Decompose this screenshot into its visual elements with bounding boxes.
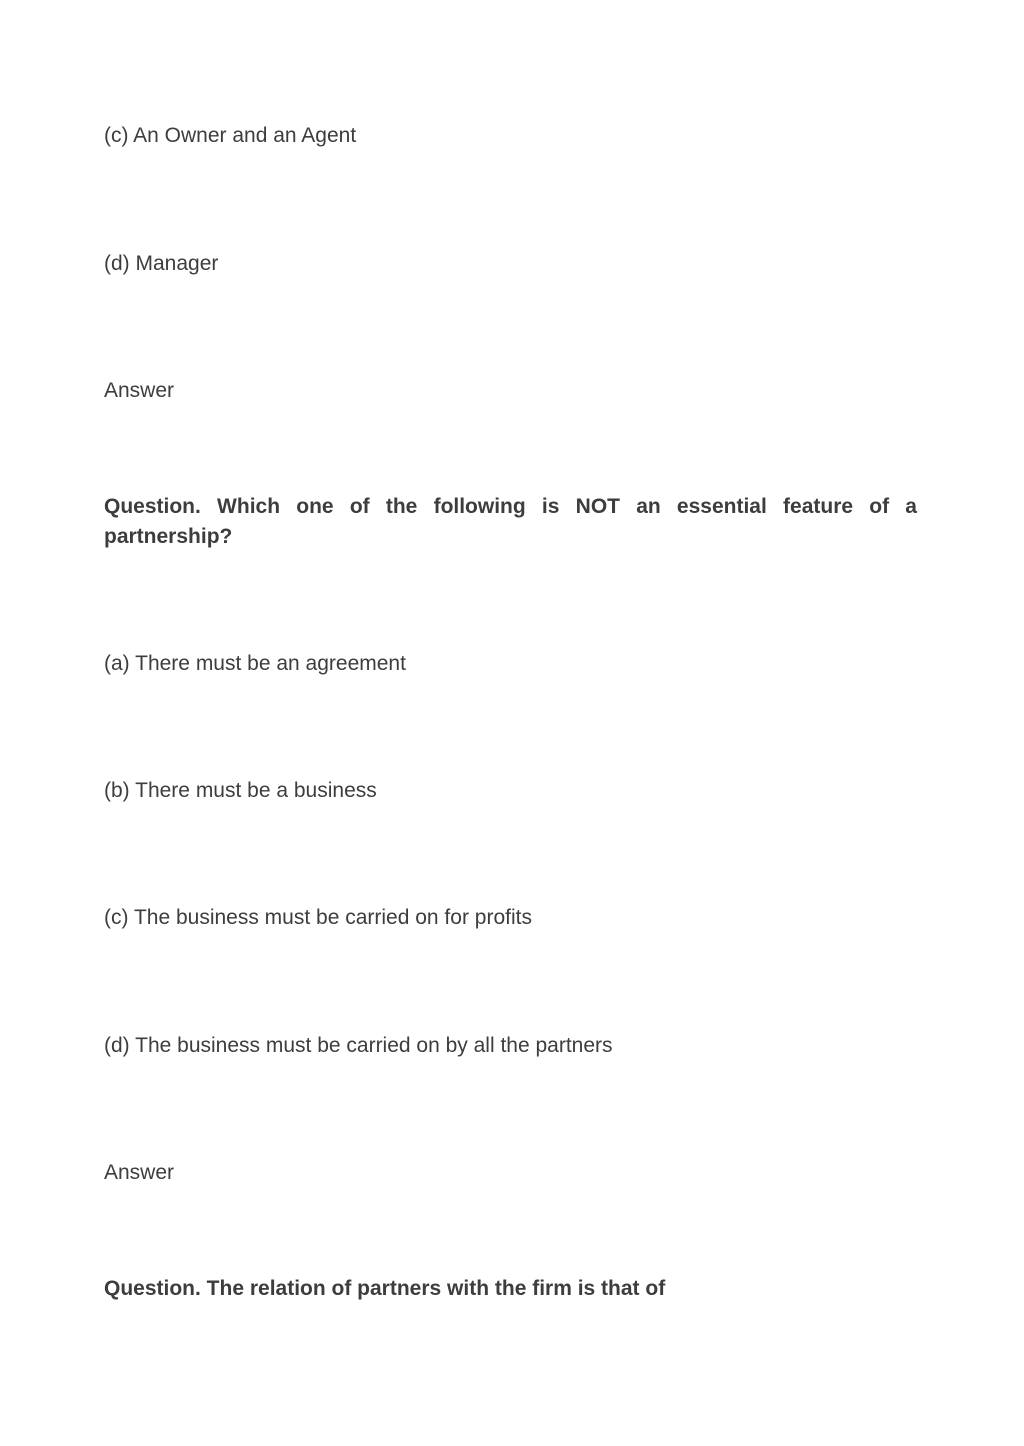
question-2: Question. Which one of the following is NOT an essential feature of a partnership?: [104, 495, 917, 548]
q2-option-a: (a) There must be an agreement: [104, 652, 406, 675]
answer-label-1: Answer: [104, 379, 175, 402]
option-d-prev: (d) Manager: [104, 252, 219, 275]
answer-label-2: Answer: [104, 1161, 175, 1184]
question-3: Question. The relation of partners with the firm is that of: [104, 1277, 666, 1300]
q2-option-c: (c) The business must be carried on for profits: [104, 906, 532, 929]
option-c-prev: (c) An Owner and an Agent: [104, 124, 357, 147]
q2-option-d: (d) The business must be carried on by all the partners: [104, 1034, 613, 1057]
q2-option-b: (b) There must be a business: [104, 779, 377, 802]
